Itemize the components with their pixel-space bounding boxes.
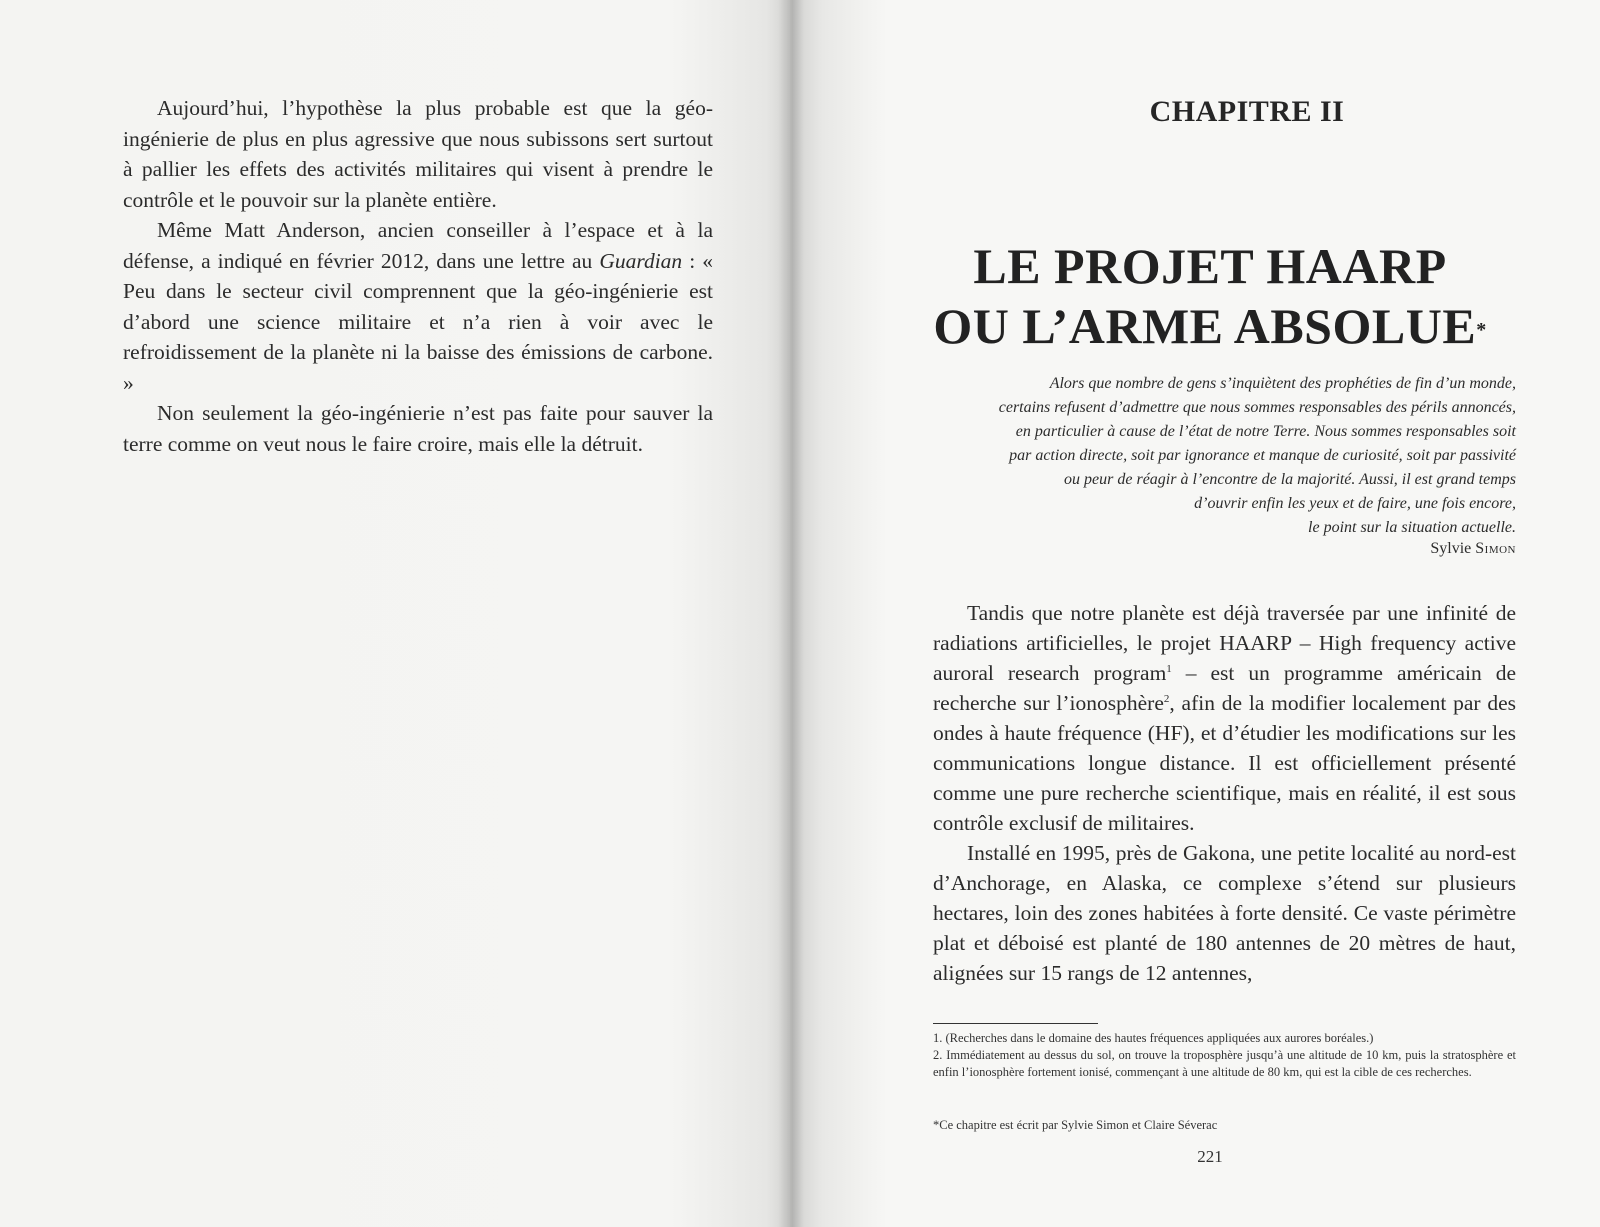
- left-paragraph-2-end: : « Peu dans le secteur civil comprennent que la géo-ingénierie est d’abord une science militaire et n’a rien à voir avec le refroidissement de la planète ni la baisse des émissions de carbone. »: [123, 248, 713, 395]
- left-page: [0, 0, 790, 1227]
- right-paragraph-1-part-a: Tandis que notre planète est déjà traversée par une infinité de radiations artificielles, le projet HAARP – High frequency active auroral research program: [933, 601, 1516, 685]
- epigraph-author: [1220, 540, 1516, 558]
- footnote-1: 1. (Recherches dans le domaine des hautes fréquences appliquées aux aurores boréales.): [933, 1031, 1374, 1045]
- epigraph-author-first-name: Sylvie: [1430, 540, 1472, 557]
- left-paragraph-1: Aujourd’hui, l’hypothèse la plus probable est que la géo-ingénierie de plus en plus agressive que nous subissons sert surtout à pallier les effets des activités militaires qui visent à prendre le contrôle et le pouvoir sur la planète entière.: [123, 96, 713, 212]
- epigraph-line: ou peur de réagir à l’encontre de la majorité. Aussi, il est grand temps: [1064, 471, 1516, 488]
- footnote-ref-2: 2: [1163, 692, 1170, 705]
- chapter-label: CHAPITRE II: [1149, 95, 1345, 128]
- epigraph-line: en particulier à cause de l’état de notre Terre. Nous sommes responsables soit: [1015, 423, 1516, 440]
- guardian-title: Guardian: [599, 248, 683, 273]
- left-paragraph-2-start: Même Matt Anderson, ancien conseiller à l’espace et à la défense, a indiqué en février 2012, dans une lettre au: [123, 218, 713, 273]
- right-paragraph-1-part-b: – est un programme américain de recherche sur l’ionosphère: [933, 661, 1516, 715]
- epigraph: [920, 372, 1516, 540]
- page-number: 221: [1197, 1147, 1223, 1166]
- footnote-2: 2. Immédiatement au dessus du sol, on trouve la troposphère jusqu’à une altitude de 10 km, puis la stratosphère et enfin l’ionosphère fortement ionisé, commençant à une altitude de 80 km, qui est la cible de ces recherches.: [933, 1048, 1516, 1079]
- epigraph-line: Alors que nombre de gens s’inquiètent des prophéties de fin d’un monde,: [1049, 375, 1516, 392]
- left-paragraph-2: [123, 215, 713, 398]
- right-paragraph-1-part-c: , afin de la modifier localement par des ondes à haute fréquence (HF), et d’étudier les modifications sur les communications longue distance. Il est officiellement présenté comme une pure recherche scientifique, mais en réalité, il est sous contrôle exclusif de militaires.: [933, 691, 1516, 835]
- chapter-title-footnote-mark: *: [1476, 319, 1487, 341]
- chapter-title-line-1: LE PROJET HAARP: [973, 238, 1447, 294]
- epigraph-line: d’ouvrir enfin les yeux et de faire, une fois encore,: [1194, 495, 1516, 512]
- chapter-title-line-2: [920, 296, 1500, 356]
- footnote-ref-1: 1: [1166, 662, 1172, 675]
- right-page-body-text: [933, 598, 1516, 988]
- left-paragraph-3: Non seulement la géo-ingénierie n’est pas faite pour sauver la terre comme on veut nous le faire croire, mais elle la détruit.: [123, 401, 713, 456]
- left-page-text: [123, 93, 713, 459]
- book-gutter: [778, 0, 804, 1227]
- chapter-title: [920, 236, 1500, 356]
- epigraph-line: le point sur la situation actuelle.: [1308, 519, 1516, 536]
- right-paragraph-1: [933, 598, 1516, 838]
- footnotes: [933, 1030, 1516, 1081]
- epigraph-line: par action directe, soit par ignorance et manque de curiosité, soit par passivité: [1009, 447, 1516, 464]
- epigraph-line: certains refusent d’admettre que nous sommes responsables des périls annoncés,: [998, 399, 1516, 416]
- chapter-author-note: *Ce chapitre est écrit par Sylvie Simon et Claire Séverac: [933, 1118, 1218, 1132]
- chapter-title-line-2-text: OU L’ARME ABSOLUE: [933, 298, 1477, 354]
- epigraph-author-last-name: Simon: [1475, 540, 1516, 557]
- footnote-divider: [933, 1023, 1098, 1024]
- right-paragraph-2: Installé en 1995, près de Gakona, une petite localité au nord-est d’Anchorage, en Alaska, ce complexe s’étend sur plusieurs hectares, loin des zones habitées à forte densité. Ce vaste périmètre plat et déboisé est planté de 180 antennes de 20 mètres de haut, alignées sur 15 rangs de 12 antennes,: [933, 841, 1516, 985]
